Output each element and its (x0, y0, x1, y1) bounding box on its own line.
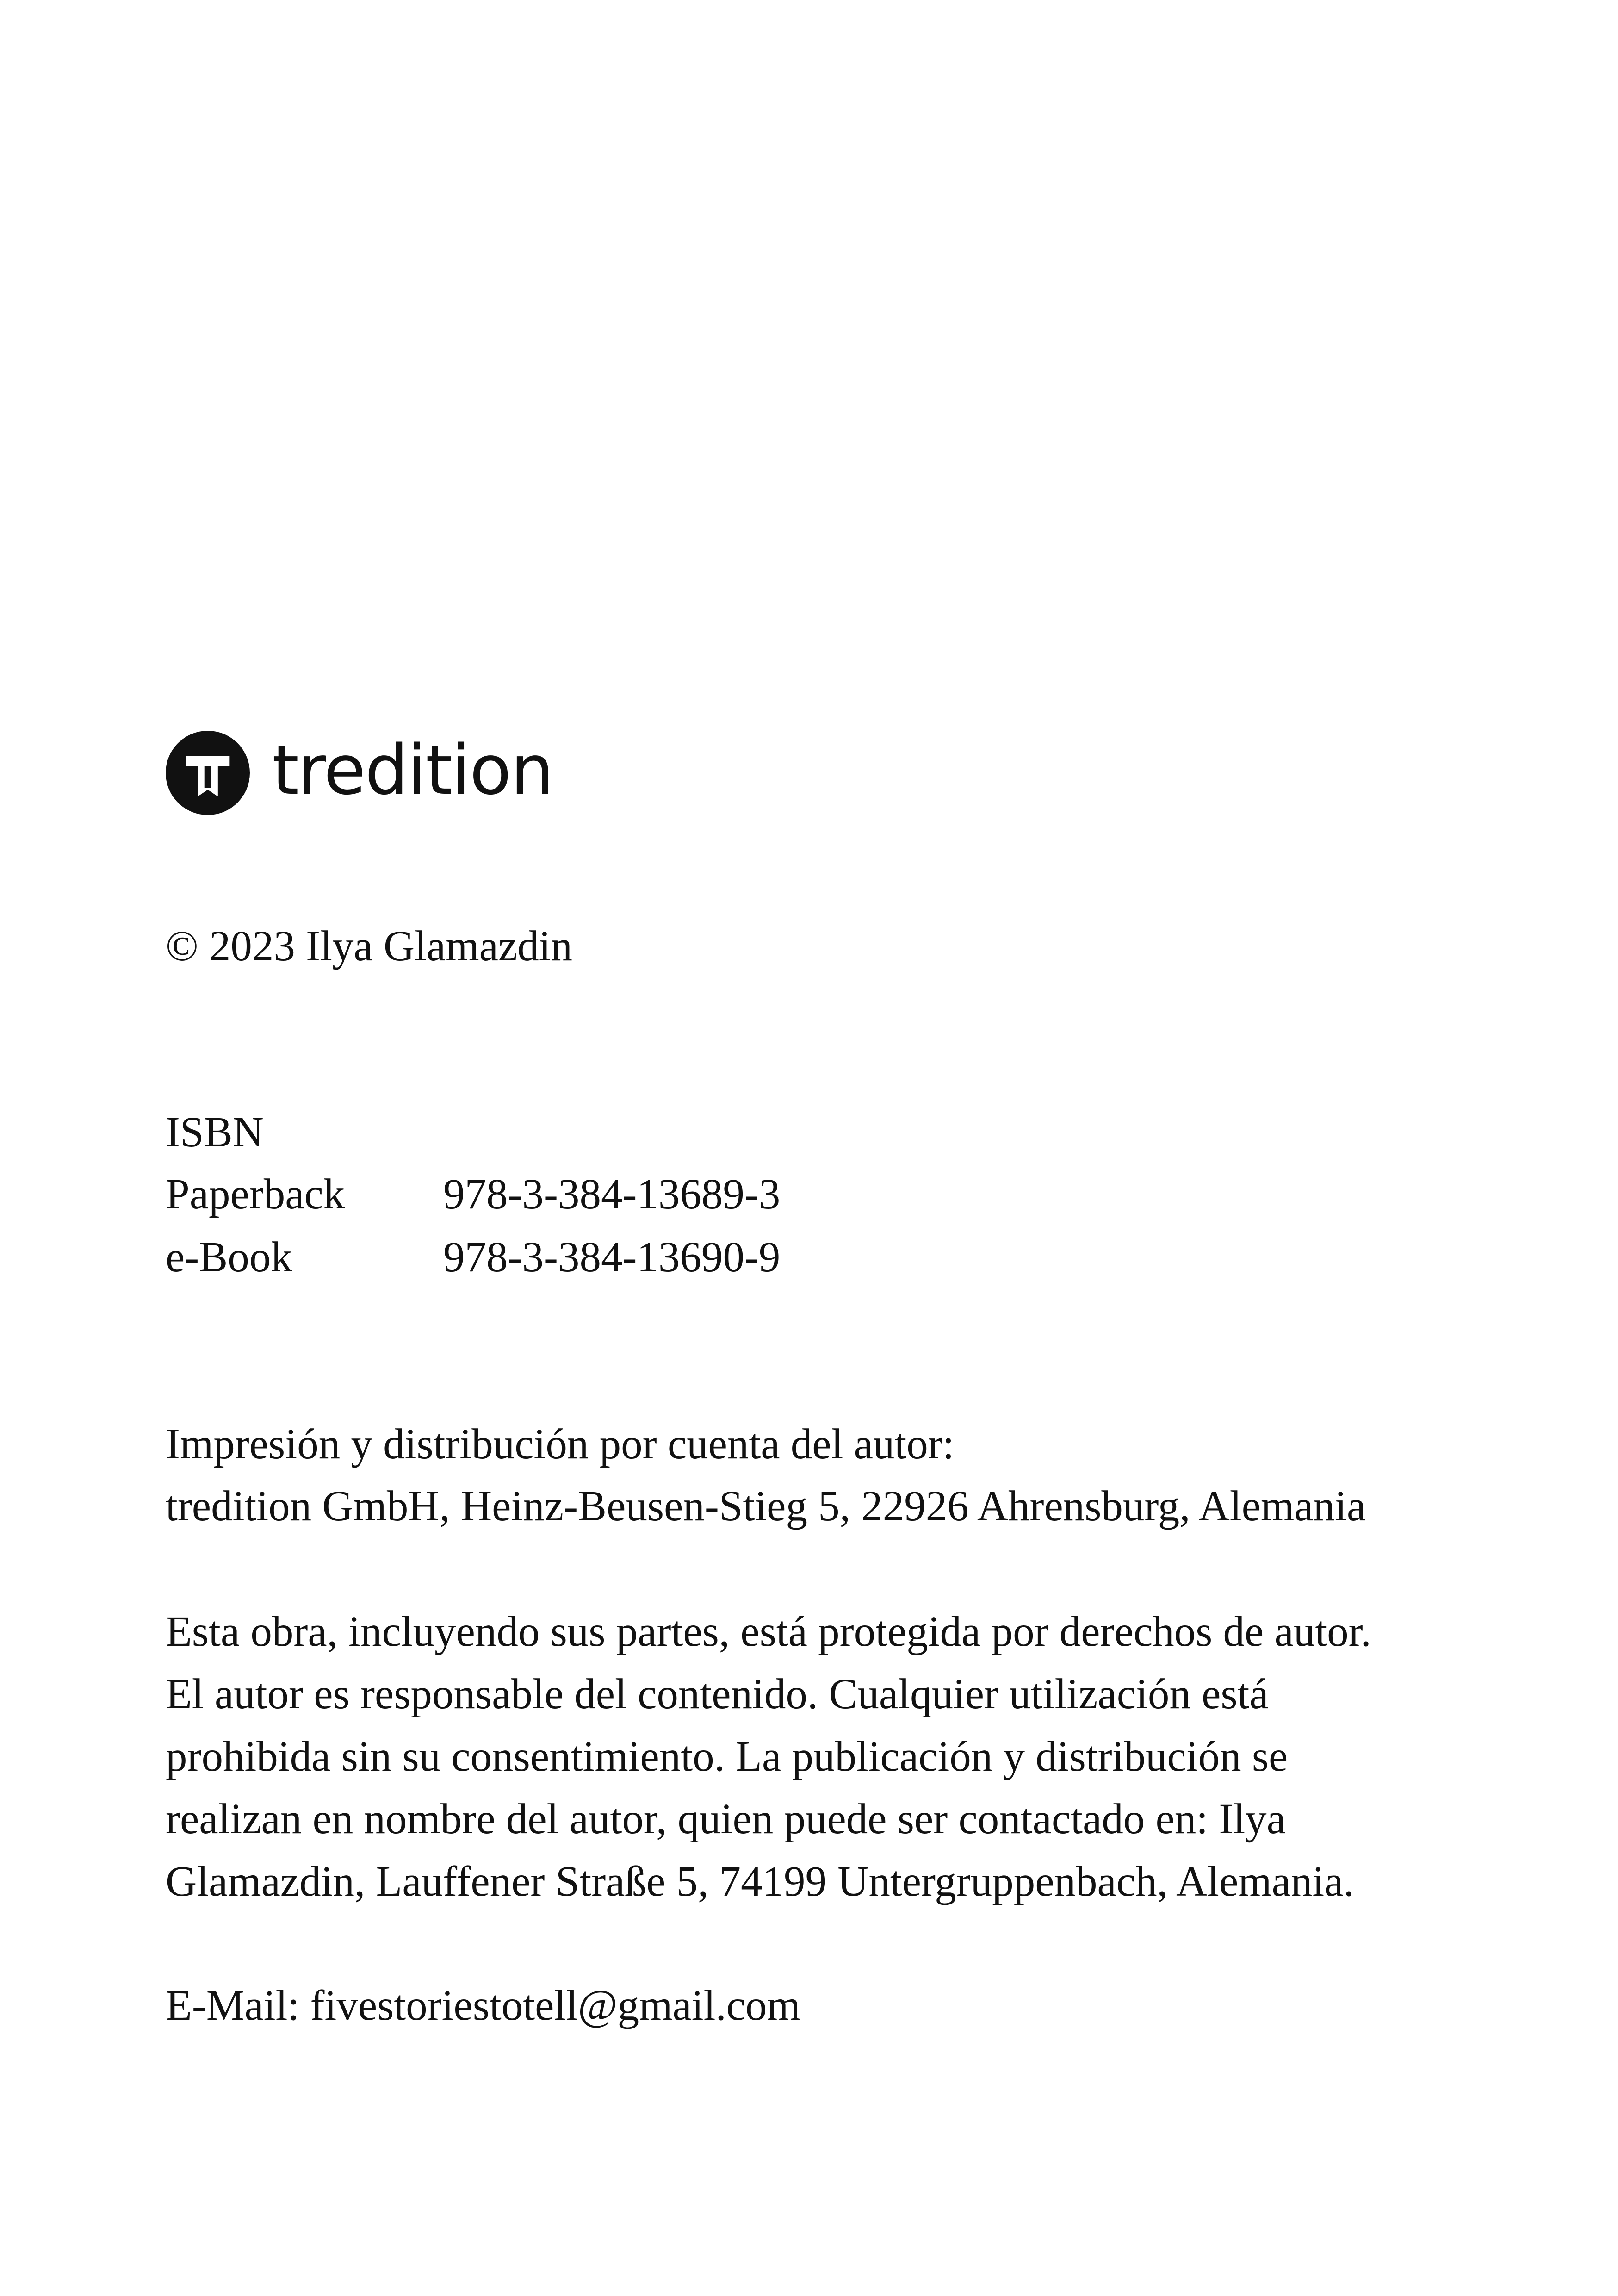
isbn-heading: ISBN (166, 1108, 264, 1156)
notice-line: Glamazdin, Lauffener Straße 5, 74199 Untergruppenbach, Alemania. (166, 1858, 1354, 1905)
publisher-wordmark: tredition (272, 730, 553, 810)
contact-email: E-Mail: fivestoriestotell@gmail.com (166, 1982, 800, 2029)
notice-line: realizan en nombre del autor, quien puede ser contactado en: Ilya (166, 1795, 1286, 1843)
printer-address: tredition GmbH, Heinz-Beusen-Stieg 5, 22926 Ahrensburg, Alemania (166, 1482, 1366, 1530)
notice-line: Esta obra, incluyendo sus partes, está protegida por derechos de autor. (166, 1608, 1371, 1655)
isbn-row-ebook (166, 1233, 781, 1281)
notice-line: prohibida sin su consentimiento. La publicación y distribución se (166, 1733, 1288, 1780)
tredition-logo-icon (166, 731, 250, 815)
isbn-row-paperback (166, 1170, 781, 1218)
isbn-value: 978-3-384-13690-9 (443, 1233, 781, 1281)
isbn-label: e-Book (166, 1233, 292, 1281)
printing-statement: Impresión y distribución por cuenta del autor: (166, 1420, 955, 1468)
copyright-line: © 2023 Ilya Glamazdin (166, 922, 573, 970)
isbn-label: Paperback (166, 1170, 345, 1218)
isbn-value: 978-3-384-13689-3 (443, 1170, 781, 1218)
notice-line: El autor es responsable del contenido. Cualquier utilización está (166, 1670, 1269, 1718)
publisher-logo (166, 729, 553, 817)
